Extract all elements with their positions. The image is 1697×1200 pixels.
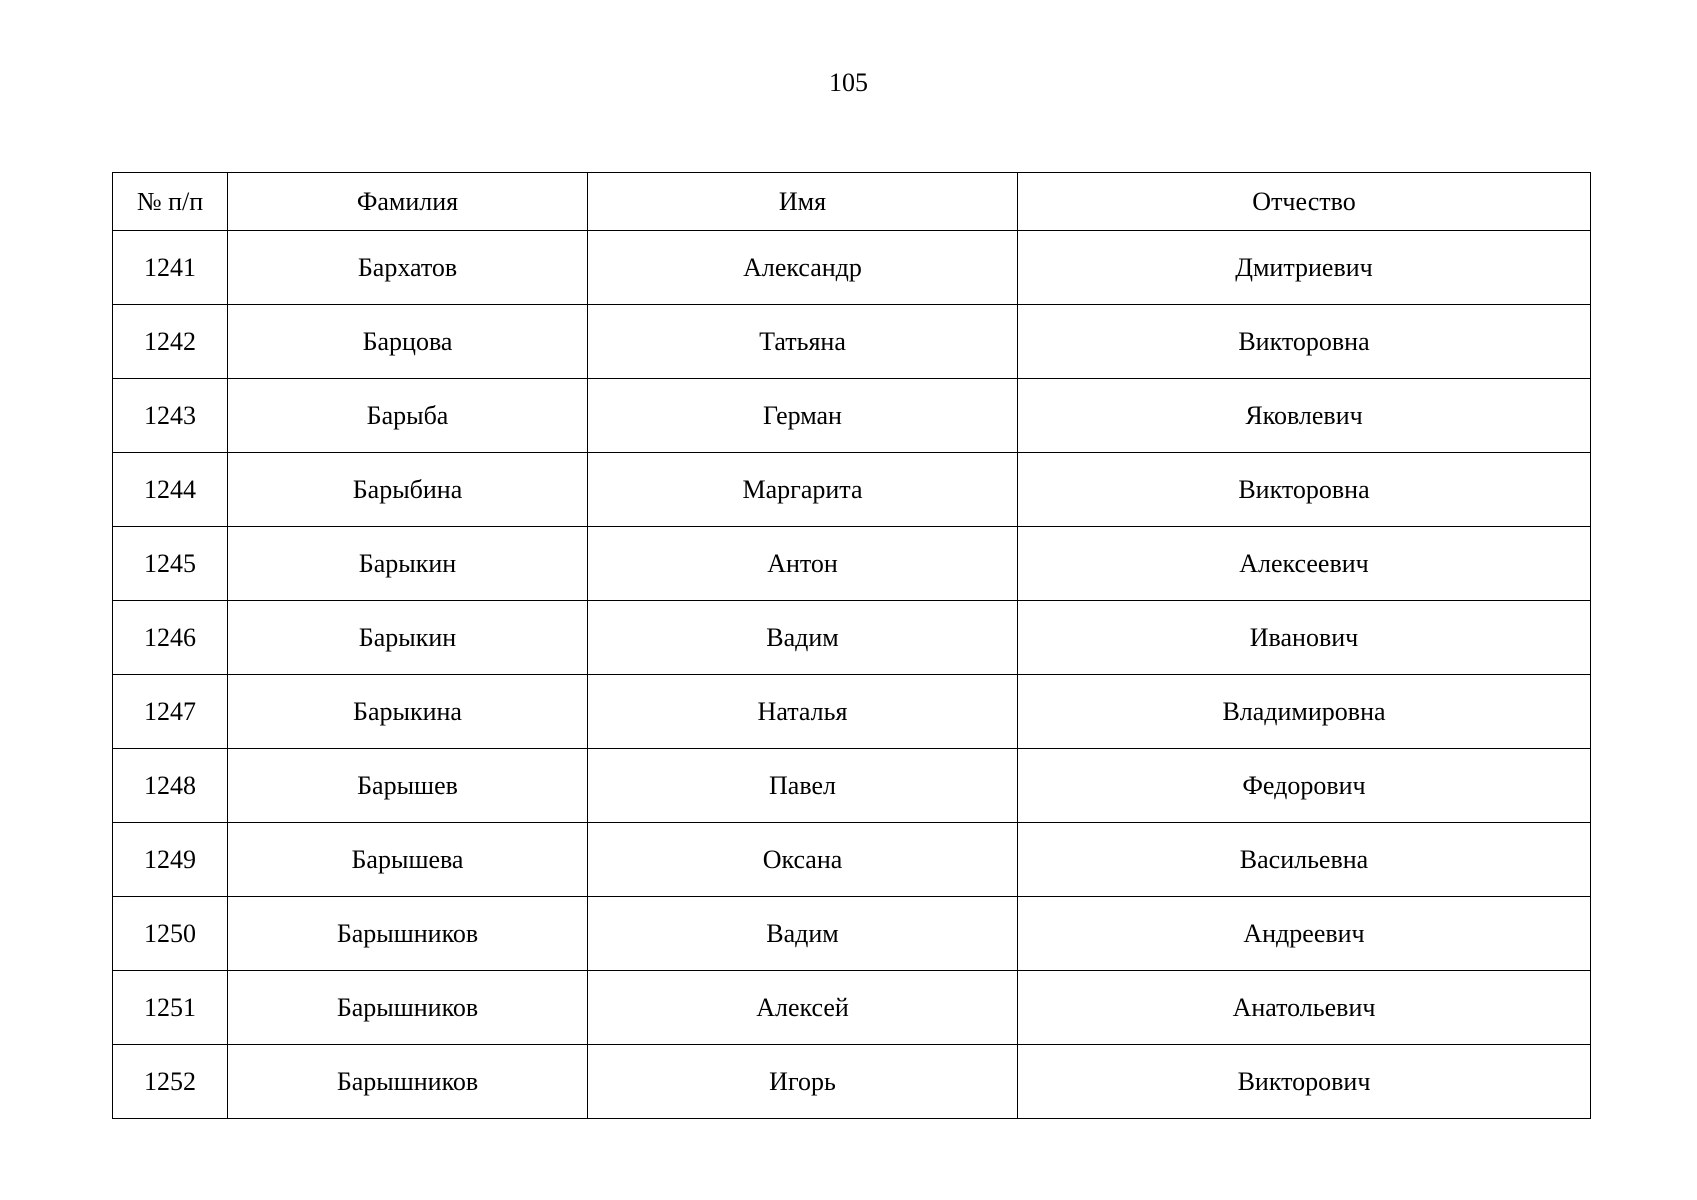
- cell-name: Игорь: [588, 1045, 1018, 1119]
- cell-surname: Барцова: [228, 305, 588, 379]
- table-row: [113, 527, 1591, 601]
- cell-number: 1250: [113, 897, 228, 971]
- cell-number: 1249: [113, 823, 228, 897]
- cell-patronymic: Викторовна: [1018, 305, 1591, 379]
- cell-number: 1252: [113, 1045, 228, 1119]
- cell-name: Герман: [588, 379, 1018, 453]
- cell-patronymic: Викторовна: [1018, 453, 1591, 527]
- cell-patronymic: Владимировна: [1018, 675, 1591, 749]
- cell-surname: Барышев: [228, 749, 588, 823]
- cell-name: Оксана: [588, 823, 1018, 897]
- header-number: № п/п: [113, 173, 228, 231]
- roster-table: [112, 172, 1591, 1119]
- table-row: [113, 823, 1591, 897]
- cell-name: Антон: [588, 527, 1018, 601]
- table-row: [113, 675, 1591, 749]
- cell-patronymic: Алексеевич: [1018, 527, 1591, 601]
- cell-surname: Бархатов: [228, 231, 588, 305]
- cell-surname: Барыкин: [228, 601, 588, 675]
- cell-name: Вадим: [588, 897, 1018, 971]
- header-patronymic: Отчество: [1018, 173, 1591, 231]
- cell-surname: Барыкин: [228, 527, 588, 601]
- cell-name: Вадим: [588, 601, 1018, 675]
- cell-patronymic: Дмитриевич: [1018, 231, 1591, 305]
- cell-number: 1246: [113, 601, 228, 675]
- cell-surname: Барыбина: [228, 453, 588, 527]
- cell-number: 1247: [113, 675, 228, 749]
- cell-surname: Барыба: [228, 379, 588, 453]
- cell-name: Алексей: [588, 971, 1018, 1045]
- cell-number: 1241: [113, 231, 228, 305]
- cell-name: Александр: [588, 231, 1018, 305]
- cell-surname: Барышева: [228, 823, 588, 897]
- table-row: [113, 897, 1591, 971]
- cell-number: 1243: [113, 379, 228, 453]
- cell-name: Павел: [588, 749, 1018, 823]
- table-row: [113, 1045, 1591, 1119]
- cell-patronymic: Иванович: [1018, 601, 1591, 675]
- cell-number: 1251: [113, 971, 228, 1045]
- cell-patronymic: Васильевна: [1018, 823, 1591, 897]
- cell-patronymic: Федорович: [1018, 749, 1591, 823]
- table-row: [113, 453, 1591, 527]
- table-row: [113, 749, 1591, 823]
- cell-number: 1248: [113, 749, 228, 823]
- table-row: [113, 379, 1591, 453]
- cell-number: 1242: [113, 305, 228, 379]
- table-header-row: [113, 173, 1591, 231]
- page-number: 105: [829, 68, 868, 97]
- table-row: [113, 231, 1591, 305]
- cell-patronymic: Андреевич: [1018, 897, 1591, 971]
- header-name: Имя: [588, 173, 1018, 231]
- cell-number: 1244: [113, 453, 228, 527]
- table-row: [113, 305, 1591, 379]
- cell-name: Маргарита: [588, 453, 1018, 527]
- header-surname: Фамилия: [228, 173, 588, 231]
- cell-surname: Барышников: [228, 971, 588, 1045]
- table-row: [113, 971, 1591, 1045]
- cell-surname: Барышников: [228, 1045, 588, 1119]
- cell-patronymic: Викторович: [1018, 1045, 1591, 1119]
- cell-surname: Барышников: [228, 897, 588, 971]
- cell-name: Татьяна: [588, 305, 1018, 379]
- cell-name: Наталья: [588, 675, 1018, 749]
- cell-number: 1245: [113, 527, 228, 601]
- cell-surname: Барыкина: [228, 675, 588, 749]
- cell-patronymic: Анатольевич: [1018, 971, 1591, 1045]
- table-row: [113, 601, 1591, 675]
- cell-patronymic: Яковлевич: [1018, 379, 1591, 453]
